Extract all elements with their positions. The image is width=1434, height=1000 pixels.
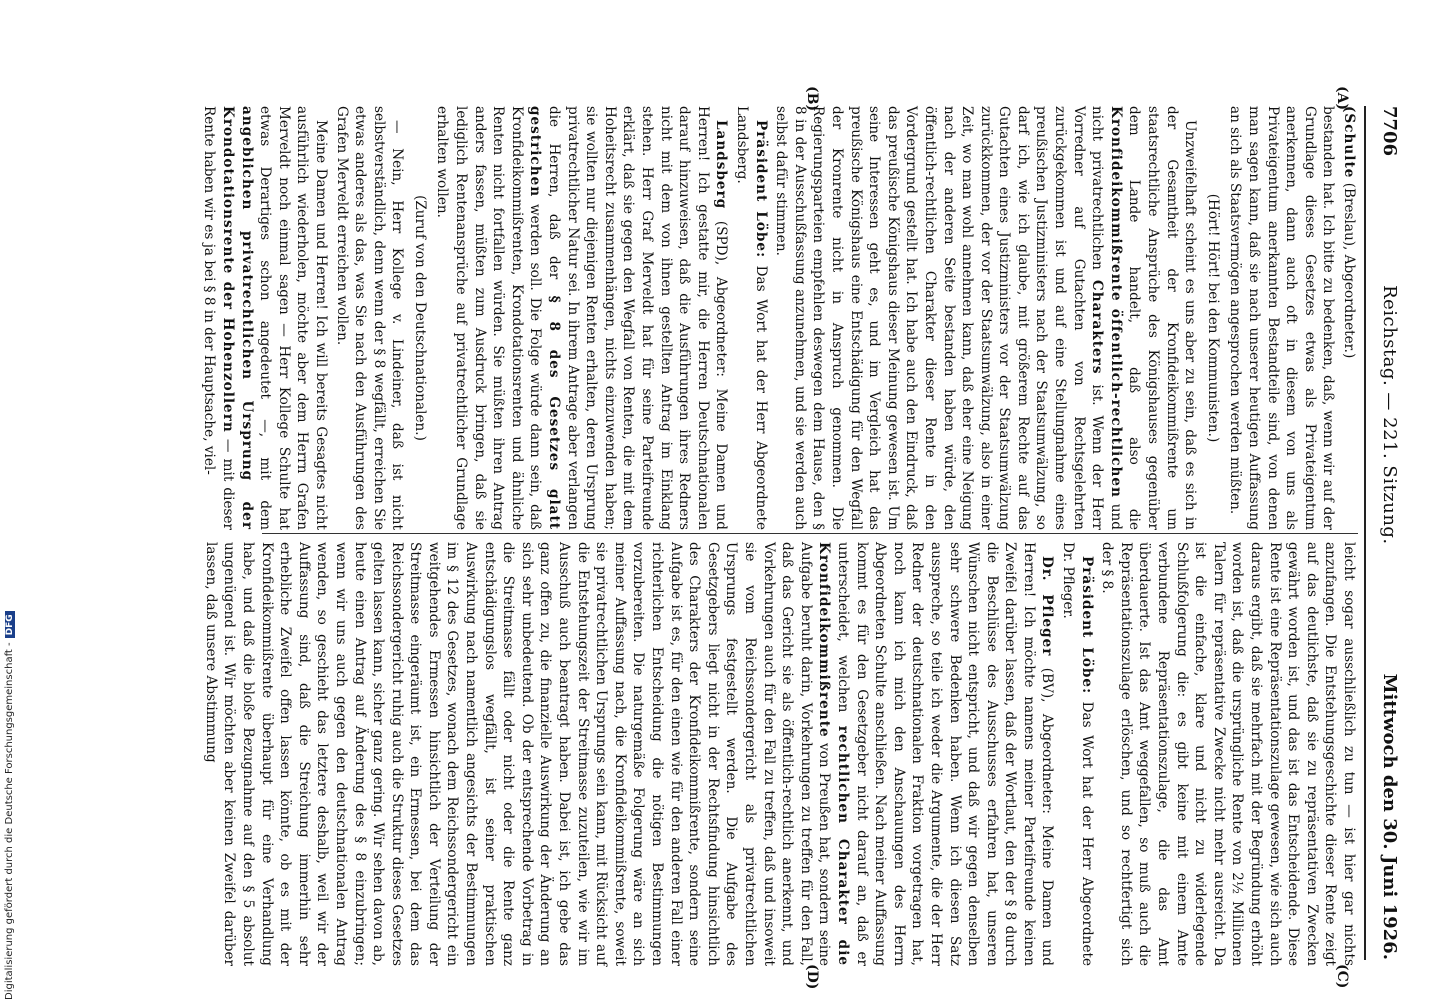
speaker-name: Präsident Löbe: [1078, 556, 1095, 695]
speaker-name: (Schulte [1341, 106, 1357, 179]
right-column [202, 542, 1358, 967]
text-run: Unzweifelhaft scheint es uns aber zu sein, daß es sich in der Gesamtheit der Kronfideikommißrente um staatsrechtliche Ansprüche des Königshauses gegenüber dem Lande handelt, daß also die [1126, 106, 1199, 530]
paragraph: — Nein, Herr Kollege v. Lindeiner, daß ist nicht selbstverständlich, denn wenn der § 8 wegfällt, erreichen Sie etwas anderes als das, was Sie nach den Ausführungen des Grafen Merveldt erreichen wollen. [333, 106, 406, 530]
interjection: (Hört! Hört! bei den Kommunisten.) [1204, 193, 1221, 443]
speaker-name: Landsberg [713, 120, 730, 210]
left-column [201, 106, 1358, 531]
page-number: 7706 [1379, 106, 1400, 157]
emphasis: § 8 des Gesetzes glatt gestrichen [527, 106, 563, 531]
text-run: Das Wort hat der Herr Abgeordnete Dr. Pfleger. [1060, 542, 1095, 966]
paragraph [433, 106, 731, 530]
text-run: — mit dieser Rente haben wir es ja bei § 8 in der Hauptsache, viel- [201, 106, 236, 531]
dfg-logo: DFG [5, 611, 15, 638]
page-header [1372, 106, 1400, 960]
text-run: (BV), Abgeordneter: Meine Damen und Herren! Ich möchte namens meiner Parteifreunde keinen Zweifel darüber lassen, daß der Wortlaut, den der § 8 durch die Beschlüsse des Ausschusses erfahren hat, unseren Wünschen nicht entspricht, und daß wir gegen denselben sehr schwere Bedenken haben. Wenn ich diesen Satz ausspreche, so teile ich weder die Argumente, die der Herr Redner der deutschnationalen Fraktion vorgetragen hat, noch kann ich mich den Anschauungen des Herrn Abgeordneten Schulte anschließen. Nach meiner Auffassung kommt es für den Gesetzgeber nicht darauf an, daß er unterscheidet, welchen [834, 542, 1056, 966]
paragraph [1339, 106, 1358, 530]
text-run: von Preußen hat, sondern seine Aufgabe beruht darin, Vorkehrungen zu treffen für den Fall, daß das Gericht sie als öffentlich-rechtlich anerkennt, und Vorkehrungen auch für den Fall zu treffen, daß und insoweit sie vom Reichssondergericht als privatrechtlichen Ursprungs festgestellt werden. Die Aufgabe des Gesetzgebers liegt nicht in der Rechtsfindung hinsichtlich des Charakters der Kronfideikommißrente, sondern seine Aufgabe ist es, für den einen wie für den anderen Fall einer richterlichen Entscheidung die nötigen Bestimmungen vorzubereiten. Die naturgemäße Folgerung wäre an sich meiner Auffassung nach, die Kronfideikommißrente, soweit sie privatrechtlichen Ursprungs sein kann, mit Rücksicht auf die Entstehungszeit der Streitmasse zuzuteilen, wie wir im Ausschuß auch beantragt haben. Dabei ist, ich gebe das ganz offen zu, die finanzielle Auswirkung der Änderung an sich sehr unbedeutend. Ob der entsprechende Vorbetrag in die Streitmasse fällt oder nicht oder die Rente ganz entschädigungslos wegfällt, ist seiner praktischen Auswirkung nach namentlich angesichts der Bestimmungen im § 12 des Gesetzes, wonach dem Reichssondergericht ein weitgehendes Ermessen hinsichtlich der Verteilung der Streitmasse eingeräumt ist, ein Ermessen, bei dem das Reichssondergericht ruhig auch die Struktur dieses Gesetzes gelten lassen kann, sicher ganz gering. Wir sehen davon ab, heute einen Antrag auf Änderung des § 8 einzubringen; wenn wir uns auch gegen den deutschnationalen Antrag wenden, so geschieht das letztere deshalb, weil wir der Auffassung sind, daß die Streichung immerhin sehr erhebliche Zweifel offen lassen könnte, ob es mit der Kronfideikommißrente überhaupt für eine Verhandlung habe, und daß die bloße Bezugnahme auf den § 5 absolut ungenügend ist. Wir möchten aber keinen Zweifel darüber lassen, daß unsere Abstimmung [202, 542, 833, 966]
paragraph [1059, 542, 1096, 966]
emphasis: rechtlichen Charakter die Kronfideikommißrente [816, 542, 851, 967]
text-run: Meine Damen und Herren! Ich will bereits Gesagtes nicht ausführlich wiederholen, möchte aber dem Herrn Grafen Merveldt noch einmal sagen — Herr Kollege Schulte hat etwas Derartiges schon angedeutet —, mit dem [257, 106, 329, 530]
speaker-tag: (Breslau), Abgeordneter.) [1341, 178, 1357, 359]
margin-marker-d: (D) [804, 964, 820, 990]
credit-text: Digitalisierung gefördert durch die Deutsche Forschungsgemeinschaft - [4, 642, 15, 1000]
emphasis: angeblichen privatrechtlichen Ursprung der Krondotationsrente der Hohenzollern [219, 106, 255, 530]
paragraph [732, 106, 769, 530]
margin-marker-a: (A) [1334, 86, 1350, 111]
paragraph [772, 106, 1200, 530]
text-run: (SPD), Abgeordneter: Meine Damen und Herren! Ich gestatte mir, die Herren Deutschnationalen darauf hinzuweisen, daß die Ausführungen ihres Redners nicht mit dem von ihnen gestellten Antrag im Einklang stehen. Herr Graf Merveldt hat für seine Parteifreunde erklärt, daß sie gegen den Wegfall von Renten, die mit dem Hoheitsrecht zusammenhängen, nichts einzuwenden haben; sie wollten nur diejenigen Renten erhalten, deren Ursprung privatrechtlicher Natur sei. In ihrem Antrage aber verlangen die Herren, daß der [546, 106, 730, 530]
speaker-name: Dr. Pfleger [1039, 556, 1056, 657]
text-run: ist. Wenn der Herr Vorredner auf Gutachten von Rechtsgelehrten zurückgekommen ist und auf eine Stellungnahme eines preußischen Justizministers nach der Staatsumwälzung, so darf ich, wie ich glaube, mit größerem Rechte auf das Gutachten eines Justizministers vor der Staatsumwälzung zurückkommen, der vor der Staatsumwälzung, also in einer Zeit, wo man wohl annehmen kann, daß eher eine Neigung nach der anderen Seite bestanden haben würde, den öffentlich-rechtlichen Charakter dieser Rente in den Vordergrund gestellt hat. Ich habe auch den Eindruck, daß das preußische Königshaus dieser Meinung gewesen ist. Um seine Interessen geht es, und im Vergleich hat das preußische Königshaus eine Entschädigung für den Wegfall der Kronrente nicht in Anspruch genommen. Die Regierungsparteien empfehlen deswegen dem Hause, den § 8 in der Ausschußfassung anzunehmen, und sie werden auch selbst dafür stimmen. [773, 106, 1106, 531]
header-title: Reichstag. — 221. Sitzung. [1379, 285, 1400, 545]
paragraph: bestanden hat. Ich bitte zu bedenken, daß, wenn wir auf der Grundlage dieses Gesetzes etwas als Privateigentum anerkennen, dann auch oft in diesem von uns als Privateigentum anerkannten Bestandteile sind, von denen man sagen kann, daß sie nach unserer heutigen Auffassung an sich als Staatsvermögen angesprochen werden müßten. [1227, 106, 1337, 530]
paragraph: leicht sogar ausschließlich zu tun — ist hier gar nichts anzufangen. Die Entstehungsgeschichte dieser Rente zeigt auf das deutlichste, daß sie zu repräsentativen Zwecken gewährt worden ist, und das ist das Entscheidende. Diese Rente ist eine Repräsentationszulage gewesen, wie sich auch daraus ergibt, daß sie mehrfach mit der Begründung erhöht worden ist, daß die ursprüngliche Rente von 2½ Millionen Talern für repräsentative Zwecke nicht mehr ausreicht. Da ist die einfache, klare und nicht zu widerlegende Schlußfolgerung die: es gibt keine mit einem Amte verbundene Repräsentationszulage, die das Amt überdauerte. Ist das Amt weggefallen, so muß auch die Repräsentationszulage erlöschen, und so rechtfertigt sich der § 8. [1099, 542, 1357, 967]
paragraph [201, 542, 1056, 966]
interjection: (Zuruf von den Deutschnationalen.) [411, 195, 428, 441]
digitization-credit [4, 560, 15, 1000]
margin-marker-c: (C) [1334, 964, 1350, 989]
emphasis: Kronfideikommißrente öffentlich-rechtlichen [1107, 106, 1124, 498]
emphasis: Charakters [1089, 279, 1106, 375]
column-divider [262, 533, 1358, 534]
text-run: werden soll. Die Folge würde dann sein, daß Kronfideikommißrenten, Krondotationsrenten und ähnliche Renten nicht fortfallen würden. Sie müßten ihren Antrag anders fassen, müßten zum Ausdruck bringen, daß sie lediglich Rentenansprüche auf privatrechtlicher Grundlage erhalten wollen. [434, 106, 544, 530]
text-run: Das Wort hat der Herr Abgeordnete Landsberg. [734, 106, 769, 530]
header-date: Mittwoch den 30. Juni 1926. [1379, 673, 1400, 960]
speaker-name: Präsident Löbe: [752, 120, 769, 259]
header-rule [1364, 106, 1366, 960]
document-page [201, 86, 1410, 990]
paragraph [200, 106, 330, 530]
margin-marker-b: (B) [804, 86, 820, 112]
text-run: und nicht privatrechtlichen [1089, 106, 1124, 530]
